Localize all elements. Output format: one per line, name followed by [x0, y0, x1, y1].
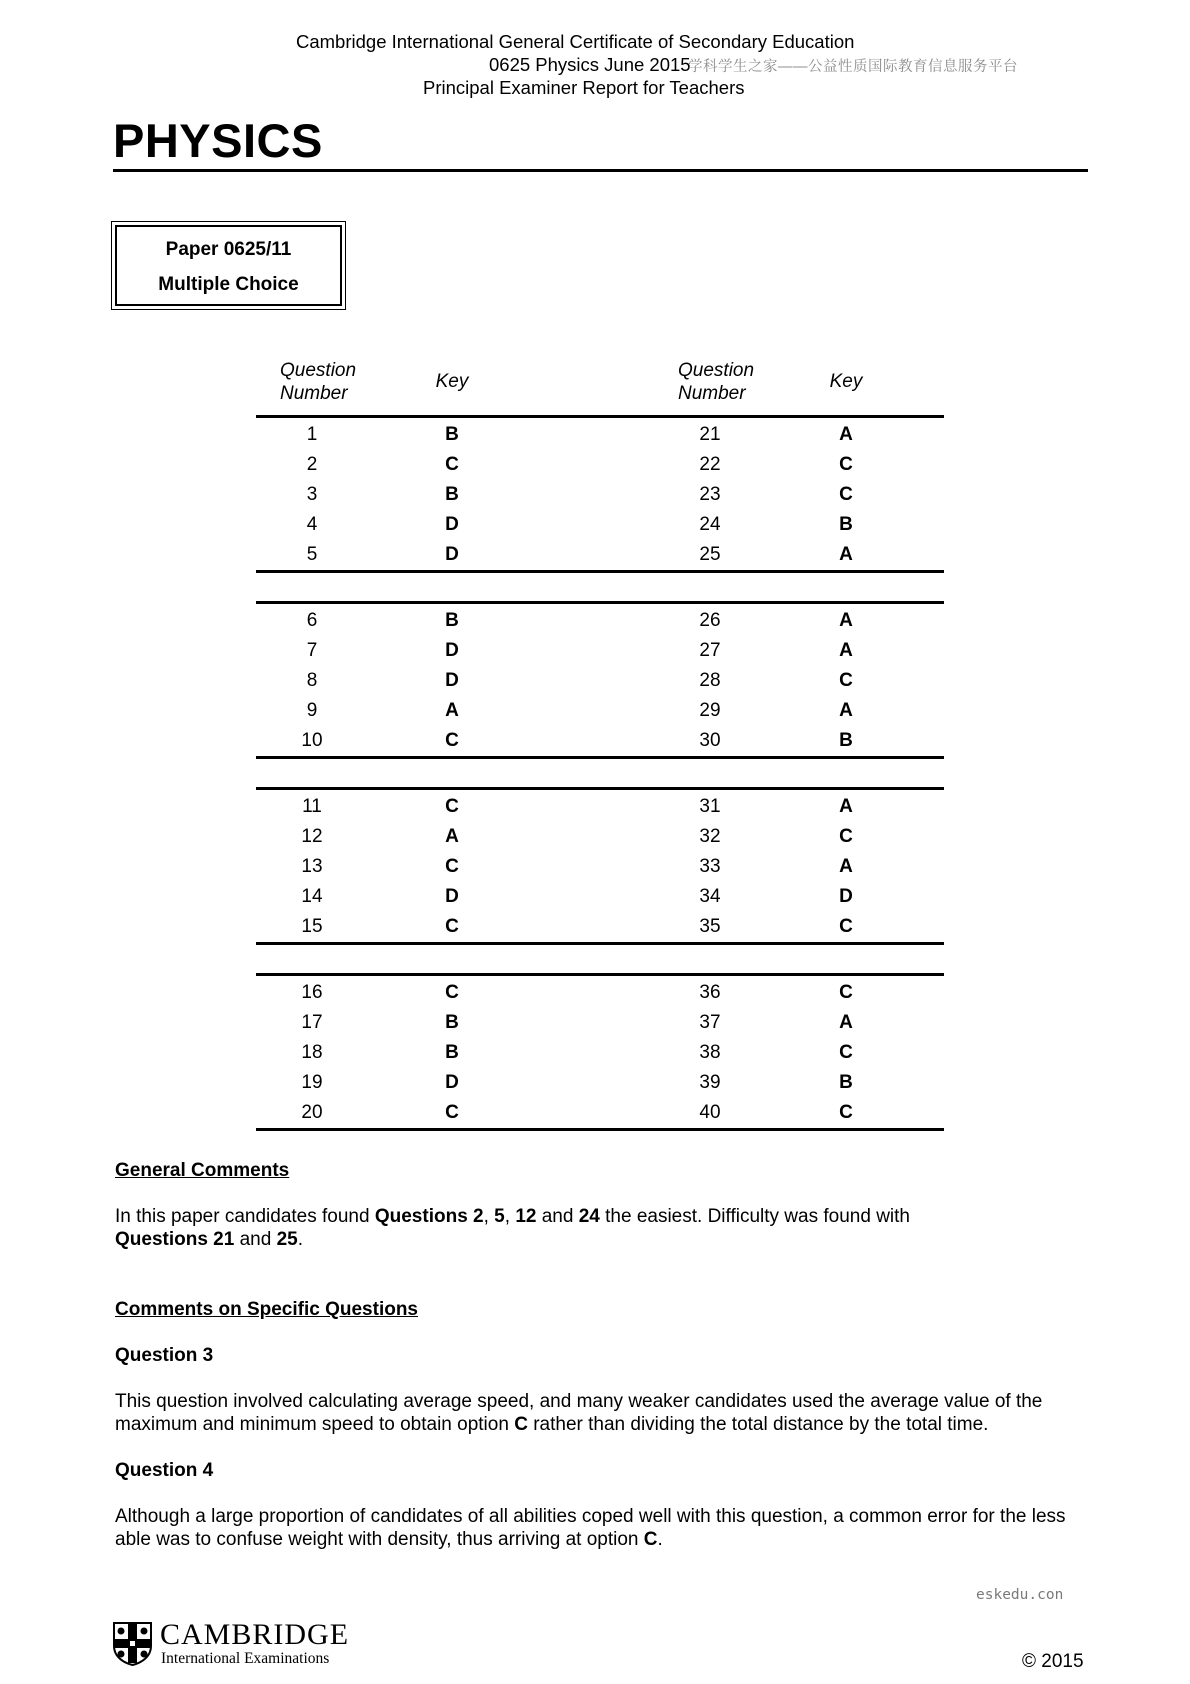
- header-question-word: Question: [280, 360, 357, 381]
- answer-key: C: [445, 916, 459, 937]
- answer-key: A: [839, 856, 853, 877]
- answer-key: D: [445, 640, 459, 661]
- question-number: 34: [699, 886, 721, 907]
- question-number: 29: [699, 700, 721, 721]
- answer-key: B: [445, 610, 459, 631]
- answer-key: C: [839, 454, 853, 475]
- general-comments-heading: General Comments: [115, 1160, 290, 1181]
- header-key-right: Key: [829, 371, 863, 392]
- header-question-number-right: [678, 359, 755, 405]
- question-number: 16: [301, 982, 323, 1003]
- answer-key: B: [839, 514, 853, 535]
- table-gap: [256, 573, 944, 601]
- question-number: 26: [699, 610, 721, 631]
- copyright: © 2015: [1022, 1651, 1084, 1672]
- table-row: [256, 726, 944, 756]
- answer-key: D: [445, 544, 459, 565]
- question-number: 20: [301, 1102, 323, 1123]
- answer-key: B: [839, 1072, 853, 1093]
- logo-wordmark: CAMBRIDGE: [160, 1618, 350, 1651]
- answer-key: D: [445, 1072, 459, 1093]
- answer-key: C: [839, 1042, 853, 1063]
- logo-subtitle: International Examinations: [161, 1650, 330, 1667]
- specific-comments: [115, 1298, 1090, 1551]
- bold-run: C: [643, 1529, 658, 1550]
- question-number: 13: [301, 856, 323, 877]
- question-number: 9: [306, 700, 318, 721]
- question-3-text: [115, 1390, 1090, 1436]
- text-run: the easiest. Difficulty was found with: [599, 1206, 910, 1227]
- text-run: and: [536, 1206, 579, 1227]
- text-run: Although a large proportion of candidates of all abilities coped well with this question, a common error for the less able was to confuse weight with density, thus arriving at option: [115, 1506, 1066, 1550]
- table-row: [256, 666, 944, 696]
- answer-key: C: [839, 826, 853, 847]
- answer-key: C: [839, 484, 853, 505]
- question-number: 25: [699, 544, 721, 565]
- question-number: 18: [301, 1042, 323, 1063]
- question-number: 17: [301, 1012, 323, 1033]
- answer-key: C: [839, 982, 853, 1003]
- table-row: [256, 540, 944, 570]
- header-line-3: Principal Examiner Report for Teachers: [423, 77, 745, 98]
- question-number: 39: [699, 1072, 721, 1093]
- table-header: [256, 357, 944, 415]
- header-key-left: Key: [435, 371, 469, 392]
- general-comments: [115, 1159, 1090, 1251]
- table-row: [256, 450, 944, 480]
- bold-run: 25: [276, 1229, 298, 1250]
- text-run: .: [297, 1229, 304, 1250]
- title-rule: [113, 169, 1088, 172]
- answer-key: D: [839, 886, 853, 907]
- bold-run: 24: [578, 1206, 600, 1227]
- table-block: [256, 790, 944, 942]
- answer-key: C: [839, 670, 853, 691]
- answer-key: B: [839, 730, 853, 751]
- answer-key: D: [445, 670, 459, 691]
- answer-key: A: [839, 640, 853, 661]
- answer-key: A: [839, 796, 853, 817]
- answer-key: C: [445, 796, 459, 817]
- answer-key: A: [839, 610, 853, 631]
- bold-run: 5: [494, 1206, 505, 1227]
- table-row: [256, 1038, 944, 1068]
- header-line-2: 0625 Physics June 2015: [489, 54, 691, 75]
- answer-key: C: [445, 1102, 459, 1123]
- answer-key: B: [445, 1042, 459, 1063]
- paper-code: Paper 0625/11: [165, 239, 292, 260]
- table-row: [256, 1068, 944, 1098]
- text-run: This question involved calculating average speed, and many weaker candidates used the average value of the maximum and minimum speed to obtain option: [115, 1391, 1043, 1435]
- answer-key: B: [445, 424, 459, 445]
- table-row: [256, 420, 944, 450]
- table-row: [256, 822, 944, 852]
- answer-key: A: [839, 700, 853, 721]
- watermark-text: 学科学生之家——公益性质国际教育信息服务平台: [688, 59, 1018, 75]
- question-number: 12: [301, 826, 323, 847]
- question-number: 1: [306, 424, 318, 445]
- table-gap: [256, 945, 944, 973]
- table-row: [256, 792, 944, 822]
- table-row: [256, 696, 944, 726]
- paper-box: [111, 221, 346, 310]
- question-number: 19: [301, 1072, 323, 1093]
- answer-key: A: [445, 700, 459, 721]
- table-rule: [256, 756, 944, 759]
- paper-type: Multiple Choice: [158, 274, 299, 295]
- question-number: 7: [306, 640, 318, 661]
- table-row: [256, 480, 944, 510]
- question-number: 8: [306, 670, 318, 691]
- table-rule: [256, 942, 944, 945]
- question-number: 36: [699, 982, 721, 1003]
- question-number: 14: [301, 886, 323, 907]
- bold-run: C: [514, 1414, 528, 1435]
- question-number: 38: [699, 1042, 721, 1063]
- answer-key: D: [445, 886, 459, 907]
- text-run: In this paper candidates found: [115, 1206, 375, 1227]
- question-number: 4: [306, 514, 318, 535]
- answer-key-table: [256, 357, 944, 1131]
- header-line-1: Cambridge International General Certificate of Secondary Education: [296, 31, 855, 52]
- table-row: [256, 606, 944, 636]
- header-question-number-left: [280, 359, 357, 405]
- question-number: 27: [699, 640, 721, 661]
- answer-key: D: [445, 514, 459, 535]
- paper-box-inner: [115, 225, 342, 306]
- question-number: 37: [699, 1012, 721, 1033]
- question-number: 30: [699, 730, 721, 751]
- table-rule: [256, 1128, 944, 1131]
- answer-key: C: [839, 1102, 853, 1123]
- answer-key: A: [839, 424, 853, 445]
- question-number: 5: [306, 544, 318, 565]
- question-4-text: [115, 1505, 1090, 1551]
- answer-key: A: [839, 544, 853, 565]
- question-number: 35: [699, 916, 721, 937]
- general-comments-text: [115, 1205, 1090, 1251]
- question-number: 32: [699, 826, 721, 847]
- question-number: 40: [699, 1102, 721, 1123]
- table-row: [256, 912, 944, 942]
- table-row: [256, 1008, 944, 1038]
- question-4-heading: Question 4: [115, 1460, 214, 1481]
- question-number: 3: [306, 484, 318, 505]
- question-number: 11: [302, 796, 322, 817]
- table-row: [256, 636, 944, 666]
- answer-key: C: [445, 730, 459, 751]
- question-number: 23: [699, 484, 721, 505]
- answer-key: C: [839, 916, 853, 937]
- question-number: 15: [301, 916, 323, 937]
- answer-key: A: [839, 1012, 853, 1033]
- answer-key: C: [445, 454, 459, 475]
- table-row: [256, 852, 944, 882]
- table-block: [256, 604, 944, 756]
- question-number: 28: [699, 670, 721, 691]
- table-row: [256, 1098, 944, 1128]
- question-number: 6: [306, 610, 318, 631]
- subject-title: PHYSICS: [113, 114, 323, 167]
- question-number: 2: [306, 454, 318, 475]
- answer-key: B: [445, 1012, 459, 1033]
- header-number-word: Number: [678, 383, 746, 404]
- site-watermark: eskedu.con: [976, 1587, 1064, 1603]
- specific-comments-heading: Comments on Specific Questions: [115, 1299, 418, 1320]
- answer-key: A: [445, 826, 459, 847]
- question-number: 24: [699, 514, 721, 535]
- question-number: 21: [699, 424, 721, 445]
- answer-key: C: [445, 982, 459, 1003]
- question-number: 10: [301, 730, 323, 751]
- question-3-heading: Question 3: [115, 1345, 214, 1366]
- text-run: ,: [504, 1206, 516, 1227]
- question-number: 22: [699, 454, 721, 475]
- table-row: [256, 882, 944, 912]
- answer-key: C: [445, 856, 459, 877]
- question-number: 33: [699, 856, 721, 877]
- question-number: 31: [699, 796, 721, 817]
- table-row: [256, 978, 944, 1008]
- bold-run: 12: [515, 1206, 537, 1227]
- text-run: rather than dividing the total distance by the total time.: [527, 1414, 989, 1435]
- shield-icon: [113, 1622, 152, 1666]
- table-row: [256, 510, 944, 540]
- table-rule: [256, 570, 944, 573]
- bold-run: Questions 2: [374, 1206, 484, 1227]
- answer-key: B: [445, 484, 459, 505]
- bold-run: Questions 21: [115, 1229, 235, 1250]
- table-gap: [256, 759, 944, 787]
- text-run: ,: [483, 1206, 495, 1227]
- table-body: [256, 418, 944, 1131]
- text-run: .: [657, 1529, 663, 1550]
- table-block: [256, 418, 944, 570]
- header-question-word: Question: [678, 360, 755, 381]
- text-run: and: [234, 1229, 277, 1250]
- header-number-word: Number: [280, 383, 348, 404]
- table-block: [256, 976, 944, 1128]
